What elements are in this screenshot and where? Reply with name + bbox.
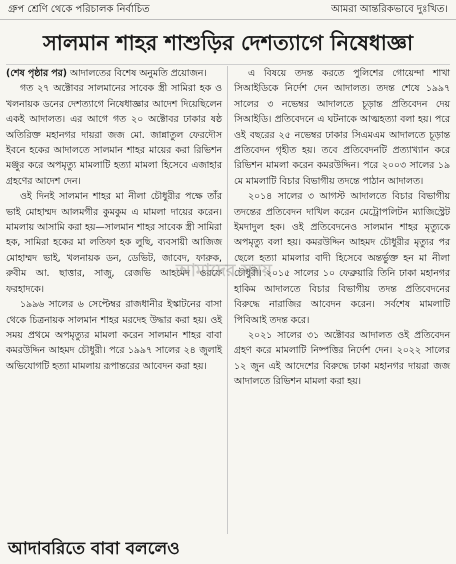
left-paragraph-1-text: আদালতের বিশেষ অনুমতি প্রয়োজন। xyxy=(69,68,207,79)
left-paragraph-4: ১৯৯৬ সালের ৬ সেপ্টেম্বর রাজধানীর ইস্কাটনের বাসা থেকে চিত্রনায়ক সালমান শাহর মরদেহ উদ্ধার করা হয়। ওই সময় প্রথমে অপমৃত্যুর মামলা করেন সালমান শাহর বাবা কমরউদ্দিন আহমদ চৌধুরী। পরে ১৯৯৭ সালের ২৪ জুলাই অভিযোগটি হত্যা মামলায় রূপান্তরের আবেদন করা হয়। xyxy=(6,299,222,372)
continuation-marker: (শেষ পৃষ্ঠার পর) xyxy=(6,68,67,79)
top-strip xyxy=(0,0,456,20)
right-paragraph-1: এ বিষয়ে তদন্ত করতে পুলিশের গোয়েন্দা শাখা সিআইডিকে নির্দেশ দেন আদালত। তদন্ত শেষে ১৯৯৭ সালের ৩ নভেম্বর আদালতে চূড়ান্ত প্রতিবেদন দেয় সিআইডি। প্রতিবেদনে এ ঘটনাকে আত্মহত্যা বলা হয়। পরে ওই বছরের ২৫ নভেম্বর ঢাকার সিএমএম আদালতে চূড়ান্ত প্রতিবেদন গৃহীত হয়। তবে প্রতিবেদনটি প্রত্যাখ্যান করে রিভিশন মামলা করেন কমরউদ্দিন। পরে ২০০৩ সালের ১৯ মে মামলাটি বিচার বিভাগীয় তদন্তে পাঠান আদালত। xyxy=(234,68,450,187)
left-paragraph-3: ওই দিনই সালমান শাহর মা নীলা চৌধুরীর পক্ষে তাঁর ভাই মোহাম্মদ আলমগীর কুমকুম এ মামলা দায়ের করেন। মামলায় আসামি করা হয়—সালমান শাহর সাবেক স্ত্রী সামিরা হক, সামিরা হকের মা লতিফা হক লুছি, ব্যবসায়ী আজিজ মোহাম্মদ ভাই, খলনায়ক ডন, ডেভিট, জাবেদ, ফারুক, রুবীম আ. ছাত্তার, সাজু, রেজভি আহমেদ ওরফে ফরহাদকে। xyxy=(6,191,222,295)
right-paragraph-2: ২০১৪ সালের ৩ আগস্ট আদালতে বিচার বিভাগীয় তদন্তের প্রতিবেদন দাখিল করেন মেট্রোপলিটন ম্যাজিস্ট্রেট ইমদাদুল হক। ওই প্রতিবেদনেও সালমান শাহর মৃত্যুকে অপমৃত্যু বলা হয়। কমরউদ্দিন আহমদ চৌধুরীর মৃত্যুর পর ছেলে হত্যা মামলার বাদী হিসেবে অন্তর্ভুক্ত হন মা নীলা চৌধুরী। ২০১৫ সালের ১০ ফেব্রুয়ারি তিনি ঢাকা মহানগর হাকিম আদালতে বিচার বিভাগীয় তদন্ত প্রতিবেদনের বিরুদ্ধে নারাজির আবেদন করেন। সর্বশেষ মামলাটি পিবিআই তদন্ত করে। xyxy=(234,191,450,326)
headline: সালমান শাহর শাশুড়ির দেশত্যাগে নিষেধাজ্ঞা xyxy=(42,30,414,55)
top-strip-left-text: গ্রুপ শ্রেণি থেকে পরিচালক নির্বাচিত xyxy=(8,3,150,15)
left-paragraph-1 xyxy=(6,66,222,81)
left-column xyxy=(6,66,222,536)
watermark-logo: আমাদের সময় xyxy=(176,261,272,281)
headline-rule xyxy=(6,64,450,65)
top-strip-right-text: আমরা আন্তরিকভাবে দুঃখিত। xyxy=(331,3,448,15)
right-column xyxy=(234,66,450,536)
right-paragraph-3: ২০২১ সালের ৩১ অক্টোবর আদালত ওই প্রতিবেদন গ্রহণ করে মামলাটি নিষ্পত্তির নির্দেশ দেন। ২০২২ সালের ১২ জুন এই আদেশের বিরুদ্ধে ঢাকা মহানগর দায়রা জজ আদালতে রিভিশন মামলা করা হয়। xyxy=(234,329,450,388)
next-article-headline: আদাবরিতে বাবা বললেও xyxy=(8,539,180,559)
left-paragraph-2: গত ২৭ অক্টোবর সালমানের সাবেক স্ত্রী সামিরা হক ও খলনায়ক ডনের দেশত্যাগে নিষেধাজ্ঞার আদেশ দিয়েছিলেন একই আদালত। এর আগে গত ২০ অক্টোবর ঢাকার ষষ্ঠ অতিরিক্ত মহানগর দায়রা জজ মো. জান্নাতুল ফেরদৌস ইবনে হকের আদালতে সালমান শাহর মায়ের করা রিভিশন মঞ্জুর করে অপমৃত্যু মামলাটি হত্যা মামলা হিসেবে এজাহার গ্রহণের আদেশ দেন। xyxy=(6,83,222,187)
column-divider xyxy=(227,66,228,534)
